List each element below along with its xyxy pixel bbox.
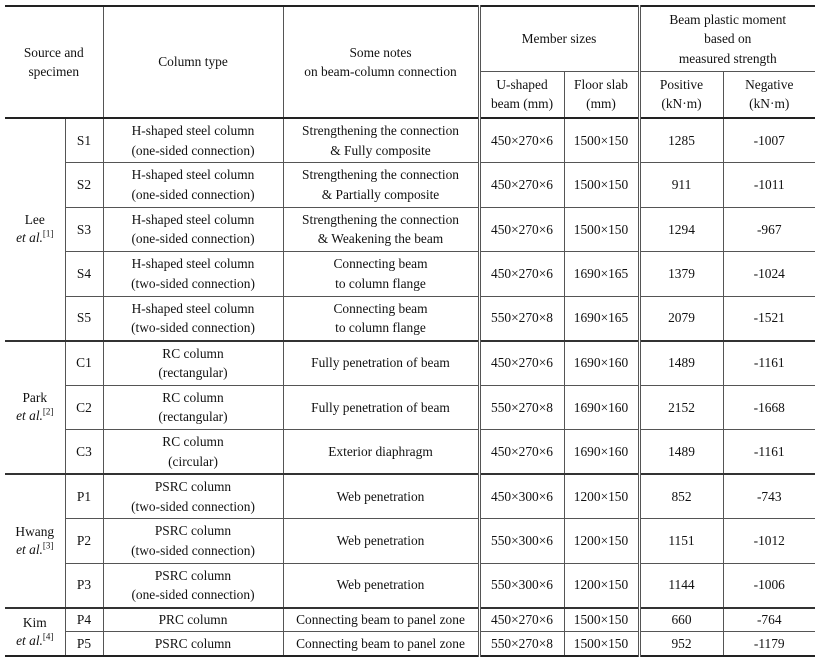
notes-line2: to column flange: [335, 275, 426, 291]
column-type-line2: (one-sided connection): [131, 231, 255, 247]
positive-moment-cell: 911: [639, 163, 723, 208]
header-notes-line2: on beam-column connection: [304, 64, 457, 79]
table-row: [5, 519, 815, 564]
notes-line1: Web penetration: [336, 577, 425, 593]
connection-notes-cell: [283, 385, 479, 430]
column-type-line1: RC column: [162, 434, 224, 449]
header-beam-moment-line3: measured strength: [678, 50, 777, 66]
specimen-id: S5: [65, 296, 103, 341]
negative-moment-cell: -1011: [723, 163, 815, 208]
specimen-id: P5: [65, 632, 103, 656]
column-type-line1: RC column: [162, 389, 224, 405]
negative-moment-cell: -1521: [723, 296, 815, 341]
negative-moment-cell: -1668: [723, 385, 815, 430]
connection-notes-cell: [283, 163, 479, 208]
slab-size-cell: 1200×150: [564, 563, 639, 608]
negative-moment-cell: -1161: [723, 341, 815, 386]
header-column-type: Column type: [103, 6, 283, 118]
connection-notes-cell: [283, 474, 479, 519]
column-type-line1: PSRC column: [154, 635, 232, 651]
table-row: [5, 207, 815, 252]
column-type-line1: H-shaped steel column: [131, 256, 255, 272]
table-row: [5, 474, 815, 519]
column-type-line1: H-shaped steel column: [131, 167, 255, 183]
column-type-cell: [103, 207, 283, 252]
header-u-beam: [479, 71, 564, 118]
column-type-line2: (two-sided connection): [131, 498, 255, 514]
source-cell: [5, 341, 65, 475]
column-type-cell: [103, 252, 283, 297]
header-u-beam-line1: U-shaped: [496, 76, 548, 92]
negative-moment-cell: -1006: [723, 563, 815, 608]
column-type-line1: PSRC column: [154, 523, 232, 539]
negative-moment-cell: -764: [723, 608, 815, 632]
header-negative: [723, 71, 815, 118]
notes-line1: Web penetration: [336, 533, 425, 548]
table-row: [5, 163, 815, 208]
source-cell: [5, 608, 65, 656]
specimen-id: C2: [65, 385, 103, 430]
notes-line1: Connecting beam: [333, 300, 428, 316]
column-type-line2: (rectangular): [158, 409, 228, 425]
author-name: Lee: [24, 212, 45, 228]
table-row: [5, 632, 815, 656]
table-row: [5, 341, 815, 386]
negative-moment-cell: -967: [723, 207, 815, 252]
column-type-line2: (one-sided connection): [131, 186, 255, 202]
header-positive: [639, 71, 723, 118]
column-type-line2: (rectangular): [158, 365, 228, 380]
positive-moment-cell: 2079: [639, 296, 723, 341]
specimen-table: [5, 5, 815, 657]
positive-moment-cell: 852: [639, 474, 723, 519]
connection-notes-cell: [283, 341, 479, 386]
positive-moment-cell: 952: [639, 632, 723, 656]
author-name: Hwang: [15, 523, 55, 539]
beam-size-cell: 450×270×6: [479, 430, 564, 475]
beam-size-cell: 550×300×6: [479, 563, 564, 608]
slab-size-cell: 1690×160: [564, 430, 639, 475]
header-notes-line1: Some notes: [349, 44, 412, 60]
notes-line1: Strengthening the connection: [302, 123, 459, 138]
column-type-cell: [103, 163, 283, 208]
beam-size-cell: 550×300×6: [479, 519, 564, 564]
notes-line2: & Partially composite: [321, 186, 440, 202]
author-ref: [4]: [42, 631, 54, 642]
slab-size-cell: 1200×150: [564, 519, 639, 564]
table-row: [5, 296, 815, 341]
column-type-line2: (two-sided connection): [131, 275, 255, 291]
header-slab-line1: Floor slab: [574, 76, 628, 92]
slab-size-cell: 1500×150: [564, 163, 639, 208]
column-type-line1: PSRC column: [154, 567, 232, 583]
table-row: [5, 563, 815, 608]
beam-size-cell: 550×270×8: [479, 632, 564, 656]
slab-size-cell: 1690×160: [564, 341, 639, 386]
header-notes: [283, 6, 479, 118]
slab-size-cell: 1690×165: [564, 296, 639, 341]
author-ref: [1]: [42, 228, 54, 239]
beam-size-cell: 450×270×6: [479, 252, 564, 297]
column-type-cell: [103, 341, 283, 386]
positive-moment-cell: 1489: [639, 430, 723, 475]
connection-notes-cell: [283, 519, 479, 564]
beam-size-cell: 450×270×6: [479, 341, 564, 386]
specimen-id: P1: [65, 474, 103, 519]
table-row: [5, 608, 815, 632]
author-name: Park: [22, 390, 48, 406]
header-floor-slab: [564, 71, 639, 118]
author-etal: et al.: [16, 408, 43, 424]
connection-notes-cell: [283, 430, 479, 475]
connection-notes-cell: [283, 563, 479, 608]
notes-line1: Connecting beam to panel zone: [296, 635, 465, 651]
negative-moment-cell: -1161: [723, 430, 815, 475]
connection-notes-cell: [283, 296, 479, 341]
column-type-line2: (one-sided connection): [131, 587, 255, 602]
slab-size-cell: 1500×150: [564, 632, 639, 656]
notes-line2: to column flange: [335, 320, 426, 335]
specimen-id: S2: [65, 163, 103, 208]
notes-line1: Fully penetration of beam: [311, 355, 450, 371]
table-row: [5, 430, 815, 475]
notes-line1: Web penetration: [336, 488, 425, 504]
column-type-cell: [103, 296, 283, 341]
slab-size-cell: 1500×150: [564, 207, 639, 252]
notes-line1: Exterior diaphragm: [328, 443, 433, 459]
specimen-id: P4: [65, 608, 103, 632]
negative-moment-cell: -743: [723, 474, 815, 519]
slab-size-cell: 1200×150: [564, 474, 639, 519]
header-negative-line2: (kN·m): [749, 96, 790, 112]
notes-line2: & Weakening the beam: [317, 231, 444, 247]
author-etal: et al.: [16, 632, 43, 648]
notes-line1: Connecting beam: [333, 256, 428, 272]
header-source: [5, 6, 103, 118]
specimen-id: P2: [65, 519, 103, 564]
table-row: [5, 118, 815, 163]
beam-size-cell: 550×270×8: [479, 296, 564, 341]
slab-size-cell: 1690×160: [564, 385, 639, 430]
author-name: Kim: [22, 614, 47, 630]
positive-moment-cell: 1294: [639, 207, 723, 252]
column-type-line1: H-shaped steel column: [131, 300, 255, 316]
column-type-cell: [103, 519, 283, 564]
slab-size-cell: 1500×150: [564, 118, 639, 163]
positive-moment-cell: 1489: [639, 341, 723, 386]
table-row: [5, 385, 815, 430]
connection-notes-cell: [283, 118, 479, 163]
negative-moment-cell: -1007: [723, 118, 815, 163]
beam-size-cell: 450×270×6: [479, 608, 564, 632]
table-header: [5, 6, 815, 118]
column-type-line1: PRC column: [158, 612, 228, 627]
notes-line1: Fully penetration of beam: [311, 399, 450, 415]
positive-moment-cell: 660: [639, 608, 723, 632]
specimen-id: C1: [65, 341, 103, 386]
specimen-id: S1: [65, 118, 103, 163]
column-type-line1: H-shaped steel column: [131, 123, 255, 138]
header-beam-moment: [639, 6, 815, 71]
column-type-cell: [103, 632, 283, 656]
header-beam-moment-line2: based on: [704, 31, 752, 46]
connection-notes-cell: [283, 608, 479, 632]
notes-line1: Strengthening the connection: [302, 167, 459, 183]
connection-notes-cell: [283, 252, 479, 297]
header-positive-line1: Positive: [659, 76, 704, 92]
beam-size-cell: 450×270×6: [479, 118, 564, 163]
connection-notes-cell: [283, 632, 479, 656]
notes-line1: Strengthening the connection: [302, 211, 459, 227]
positive-moment-cell: 1379: [639, 252, 723, 297]
beam-size-cell: 450×270×6: [479, 163, 564, 208]
source-cell: [5, 474, 65, 608]
header-positive-line2: (kN·m): [661, 96, 702, 112]
header-source-text: Source and specimen: [23, 44, 84, 79]
beam-size-cell: 450×270×6: [479, 207, 564, 252]
author-etal: et al.: [16, 541, 43, 557]
notes-line1: Connecting beam to panel zone: [296, 612, 465, 627]
slab-size-cell: 1690×165: [564, 252, 639, 297]
header-negative-line1: Negative: [745, 76, 794, 92]
column-type-cell: [103, 608, 283, 632]
negative-moment-cell: -1179: [723, 632, 815, 656]
negative-moment-cell: -1012: [723, 519, 815, 564]
column-type-cell: [103, 385, 283, 430]
header-beam-moment-line1: Beam plastic moment: [669, 11, 787, 27]
positive-moment-cell: 2152: [639, 385, 723, 430]
author-ref: [3]: [42, 540, 54, 551]
header-u-beam-line2: beam (mm): [490, 96, 554, 112]
table-body: [5, 118, 815, 656]
beam-size-cell: 550×270×8: [479, 385, 564, 430]
column-type-cell: [103, 474, 283, 519]
column-type-cell: [103, 118, 283, 163]
column-type-line2: (two-sided connection): [131, 320, 255, 335]
specimen-id: S3: [65, 207, 103, 252]
author-ref: [2]: [42, 406, 54, 417]
column-type-line2: (two-sided connection): [131, 542, 255, 558]
negative-moment-cell: -1024: [723, 252, 815, 297]
positive-moment-cell: 1144: [639, 563, 723, 608]
beam-size-cell: 450×300×6: [479, 474, 564, 519]
positive-moment-cell: 1151: [639, 519, 723, 564]
column-type-cell: [103, 563, 283, 608]
column-type-line1: H-shaped steel column: [131, 211, 255, 227]
specimen-id: S4: [65, 252, 103, 297]
column-type-line1: RC column: [162, 345, 224, 361]
column-type-line2: (one-sided connection): [131, 142, 255, 158]
header-member-sizes: Member sizes: [479, 6, 639, 71]
column-type-line2: (circular): [168, 453, 218, 469]
column-type-line1: PSRC column: [154, 479, 232, 494]
header-slab-line2: (mm): [586, 96, 616, 112]
specimen-id: P3: [65, 563, 103, 608]
author-etal: et al.: [16, 230, 43, 246]
slab-size-cell: 1500×150: [564, 608, 639, 632]
positive-moment-cell: 1285: [639, 118, 723, 163]
table-row: [5, 252, 815, 297]
notes-line2: & Fully composite: [330, 142, 431, 158]
source-cell: [5, 118, 65, 341]
connection-notes-cell: [283, 207, 479, 252]
column-type-cell: [103, 430, 283, 475]
specimen-id: C3: [65, 430, 103, 475]
